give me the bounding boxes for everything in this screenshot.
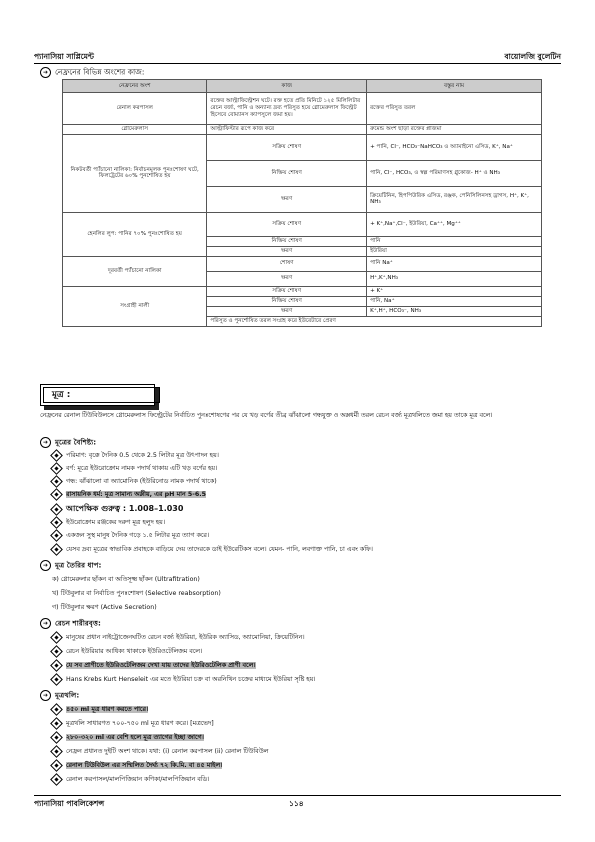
steps-title: ➜ মূত্র তৈরির ধাপ: bbox=[40, 560, 101, 573]
subst-cell: রুমেন্ড অংশ ছাড়া রক্তের প্লাজমা bbox=[367, 125, 542, 135]
list-item: একজন সুস্থ মানুষ দৈনিক গড়ে ১.৫ লিটার মূত্র ত্যাগ করে। bbox=[52, 530, 552, 541]
work-cell: রক্তের আল্ট্রাফিল্ট্রেশন ঘটে। রক্ত হতে প্রতি মিনিটে ১২৫ মিলিলিটার রেচন বর্জ্য, পানি ও অন্যান্য দ্রব্য পরিসুত হয়ে গ্লোমেরুলাস ফিল্ট্রেট হিসেবে বোম্যানস ক্যাপসুলে জমা হয়। bbox=[207, 93, 367, 125]
subst-cell: পানি, Na⁺ bbox=[367, 296, 542, 306]
diamond-bullet-icon bbox=[50, 731, 63, 744]
work-cell: ক্ষরণ bbox=[207, 271, 367, 286]
diamond-bullet-icon bbox=[50, 462, 63, 475]
list-item: খ) টিউবুলার বা নির্বাচিত পুনঃশোষণ (Selective reabsorption) bbox=[52, 590, 221, 597]
diamond-bullet-icon bbox=[50, 529, 63, 542]
arrow-icon: ➜ bbox=[40, 690, 51, 701]
subst-cell: পানি bbox=[367, 236, 542, 246]
list-item: নেফ্রন প্রধানত দুইটি অংশ থাকে। যথা: (i) রেনাল করপাসল (ii) রেনাল টিউবিউল bbox=[52, 746, 552, 757]
work-cell: সক্রিয় শোষণ bbox=[207, 134, 367, 160]
table-row bbox=[63, 93, 542, 125]
work-cell: নিষ্ক্রিয় শোষণ bbox=[207, 296, 367, 306]
footer-publisher: প্যানাসিয়া পাবলিকেশন্স bbox=[34, 799, 105, 808]
diamond-bullet-icon bbox=[50, 745, 63, 758]
diamond-bullet-icon bbox=[50, 631, 63, 644]
work-cell: ক্ষরণ bbox=[207, 246, 367, 256]
work-cell: ক্ষরণ bbox=[207, 186, 367, 212]
table-row bbox=[63, 212, 542, 236]
diamond-bullet-icon bbox=[50, 645, 63, 658]
phys-title: ➜ রেচন শারীরবৃত্ত: bbox=[40, 618, 101, 631]
table-row bbox=[63, 134, 542, 160]
work-cell: সক্রিয় শোষণ bbox=[207, 286, 367, 296]
diamond-bullet-icon bbox=[50, 659, 63, 672]
work-cell: সক্রিয় শোষণ bbox=[207, 212, 367, 236]
list-item: রাসায়নিক ধর্ম: মূত্র সামান্য অম্লীয়, এর pH মান 5-6.5 bbox=[52, 489, 552, 500]
table-header: কাজ bbox=[207, 80, 367, 93]
diamond-bullet-icon bbox=[50, 773, 63, 786]
list-item: গন্ধ: ঝাঁঝালো বা অ্যামোনিক (ইউরিনোড নামক পদার্থ থাকে) bbox=[52, 476, 552, 487]
diamond-bullet-icon bbox=[50, 543, 63, 556]
list-item: আপেক্ষিক গুরুত্ব : 1.008–1.030 bbox=[52, 503, 552, 516]
list-item: পরিমাণ: বৃক্কে দৈনিক 0.5 থেকে 2.5 লিটার মূত্র উৎপাদন হয়। bbox=[52, 450, 552, 461]
work-cell: নিষ্ক্রিয় শোষণ bbox=[207, 160, 367, 186]
diamond-bullet-icon bbox=[50, 488, 63, 501]
diamond-bullet-icon bbox=[50, 475, 63, 488]
final-cell: পরিসুত ও পুনর্শোষিত তরল সংগ্রহ করে ইউরেটারে প্রেরণ bbox=[207, 316, 542, 326]
part-cell: সংগ্রাহী নালী bbox=[63, 286, 207, 326]
table-row bbox=[63, 256, 542, 271]
diamond-bullet-icon bbox=[50, 717, 63, 730]
nephron-table bbox=[62, 79, 542, 327]
list-item: ২৮০-৩২০ ml এর বেশি হলে মূত্র ত্যাগের ইচ্ছা জাগে। bbox=[52, 732, 552, 743]
list-item: Hans Krebs Kurt Henseleit এর মতে ইউরিয়া চক্র বা অরনিথিন চক্রের মাধ্যমে ইউরিয়া সৃষ্টি হয়। bbox=[52, 674, 552, 685]
table-header: বস্তুর নাম bbox=[367, 80, 542, 93]
table-row bbox=[63, 125, 542, 135]
mutra-heading-box bbox=[40, 384, 155, 406]
subst-cell: K⁺,H⁺, HCO₃⁻, NH₃ bbox=[367, 306, 542, 316]
subst-cell: পানি, Cl⁻, HCO₃, ও স্বল্প পরিমাণসহ গ্লুকোজ- H⁺ ও NH₃ bbox=[367, 160, 542, 186]
diamond-bullet-icon bbox=[50, 449, 63, 462]
list-item: যে সব প্রাণীতে ইউরিওটেলিজম দেখা যায় তাদের ইউরিওটেলিক প্রাণী বলে। bbox=[52, 660, 552, 671]
list-item: যেসব দ্রব্য মূত্রের স্বাভাবিক প্রবাহকে বাড়িয়ে দেয় তাদেরকে ডাই ইউরেটিকস বলে। যেমন- পানি, লবণাক্ত পানি, চা এবং কফি। bbox=[52, 544, 552, 555]
part-cell: হেনলির লুপ: পানির ৭০% পুনঃশোষিত হয় bbox=[63, 212, 207, 256]
bladder-title: ➜ মূত্রথলি: bbox=[40, 690, 79, 703]
diamond-bullet-icon bbox=[50, 759, 63, 772]
list-item: ক) গ্লোমেরুলার ছাঁকন বা অতিসূক্ষ্ম ছাঁকন (Ultrafitration) bbox=[52, 576, 200, 583]
part-cell: নিকটবর্তী প্যাঁচানো নালিকা: নির্বাচনমূলক পুনঃশোষণ ঘটে, ফিলট্রেটের ৬০% পুনশোষিত হয় bbox=[63, 134, 207, 212]
subst-cell: + K⁺,Na⁺,Cl⁻, ইউরিয়া, Ca⁺⁺, Mg⁺⁺ bbox=[367, 212, 542, 236]
work-cell: আল্ট্রাফিল্টার রূপে কাজ করে bbox=[207, 125, 367, 135]
page-number: ১১৪ bbox=[289, 799, 304, 808]
subst-cell: + K⁺ bbox=[367, 286, 542, 296]
subst-cell: পানি Na⁺ bbox=[367, 256, 542, 271]
list-item: বর্ণ: মূত্রে ইউরোক্রোম নামক পদার্থ থাকায় এটি খড় বর্ণের হয়। bbox=[52, 463, 552, 474]
work-cell: শোষণ bbox=[207, 256, 367, 271]
diamond-bullet-icon bbox=[50, 516, 63, 529]
arrow-icon: ➜ bbox=[40, 437, 51, 448]
part-cell: দূরবর্তী প্যাঁচানো নালিকা bbox=[63, 256, 207, 286]
footer-divider bbox=[34, 795, 561, 796]
header-left: প্যানাসিয়া সাপ্লিমেন্ট bbox=[34, 52, 94, 61]
diamond-bullet-icon bbox=[50, 673, 63, 686]
diamond-bullet-icon bbox=[50, 503, 63, 516]
mutra-heading: মূত্র : bbox=[43, 387, 160, 403]
features-title: ➜ মূত্রের বৈশিষ্ট্য: bbox=[40, 437, 96, 450]
list-item: রেনাল টিউবিউল এর সম্মিলিত দৈর্ঘ্য ৭২ কি.মি. বা ৪৫ মাইল। bbox=[52, 760, 552, 771]
list-item: মূত্রথলি সাধারণত ৭০০-৭৫০ ml মূত্র ধারণ করে। [মত্রভেদ] bbox=[52, 718, 552, 729]
subst-cell: + পানি, Cl⁻, HCO₃⁻NaHCO₃ ও অ্যামাইনো এসিড, K⁺, Na⁺ bbox=[367, 134, 542, 160]
header-right: বায়োলজি বুলেটিন bbox=[504, 52, 561, 61]
subst-cell: রক্তের পরিসুত তরল bbox=[367, 93, 542, 125]
part-cell: রেনাল করপাসল bbox=[63, 93, 207, 125]
list-item: রেচন ইউরিয়ার আধিক্য থাকাকে ইউরিওটেলিজম বলে। bbox=[52, 646, 552, 657]
list-item: গ) টিউবুলার ক্ষরণ (Active Secretion) bbox=[52, 604, 157, 611]
diamond-bullet-icon bbox=[50, 703, 63, 716]
section-title-nephron: ➜ নেফ্রনের বিভিন্ন অংশের কাজ: bbox=[40, 67, 144, 80]
subst-cell: ক্রিয়েটিনিন, হিপপিউরিক এসিড, রঞ্জক, পেনিসিলিনসহ ড্রাগস, H⁺, K⁺, NH₃ bbox=[367, 186, 542, 212]
list-item: ৪৫০ ml মূত্র ধারণ করতে পারে। bbox=[52, 704, 552, 715]
arrow-icon: ➜ bbox=[40, 618, 51, 629]
table-header: নেফ্রনের অংশ bbox=[63, 80, 207, 93]
table-row bbox=[63, 286, 542, 296]
list-item: ইউরোক্রোম রঞ্জকের দরুণ মূত্র হলুদ হয়। bbox=[52, 517, 552, 528]
mutra-definition: নেফ্রনের রেনাল টিউবিউলসে গ্লোমেরুলাস ফিল্ট্রেটের নির্বাচিত পুনঃশোষণের পর যে খড় বর্ণের তীব্র ঝাঁঝালো গন্ধযুক্ত ও অম্লধর্মী তরল রেচন বর্জ্য মূত্রথলিতে জমা হয় তাকে মূত্র বলে। bbox=[40, 412, 493, 419]
arrow-icon: ➜ bbox=[40, 560, 51, 571]
arrow-icon: ➜ bbox=[40, 67, 51, 78]
list-item: রেনাল করপাসল/মালপিজিয়ান কণিকা/মালপিজিয়ান বডি। bbox=[52, 774, 552, 785]
part-cell: গ্লোমেরুলাস bbox=[63, 125, 207, 135]
work-cell: ক্ষরণ bbox=[207, 306, 367, 316]
subst-cell: ইউরিয়া bbox=[367, 246, 542, 256]
subst-cell: H⁺,K⁺,NH₃ bbox=[367, 271, 542, 286]
table-header-row bbox=[63, 80, 542, 93]
work-cell: নিষ্ক্রিয় শোষণ bbox=[207, 236, 367, 246]
list-item: মানুষের প্রধান নাইট্রোজেনঘটিত রেচন বর্জ্য ইউরিয়া, ইউরিক অ্যাসিড, অ্যামোনিয়া, ক্রিয়েটিনিন। bbox=[52, 632, 552, 643]
header-divider bbox=[34, 63, 561, 64]
